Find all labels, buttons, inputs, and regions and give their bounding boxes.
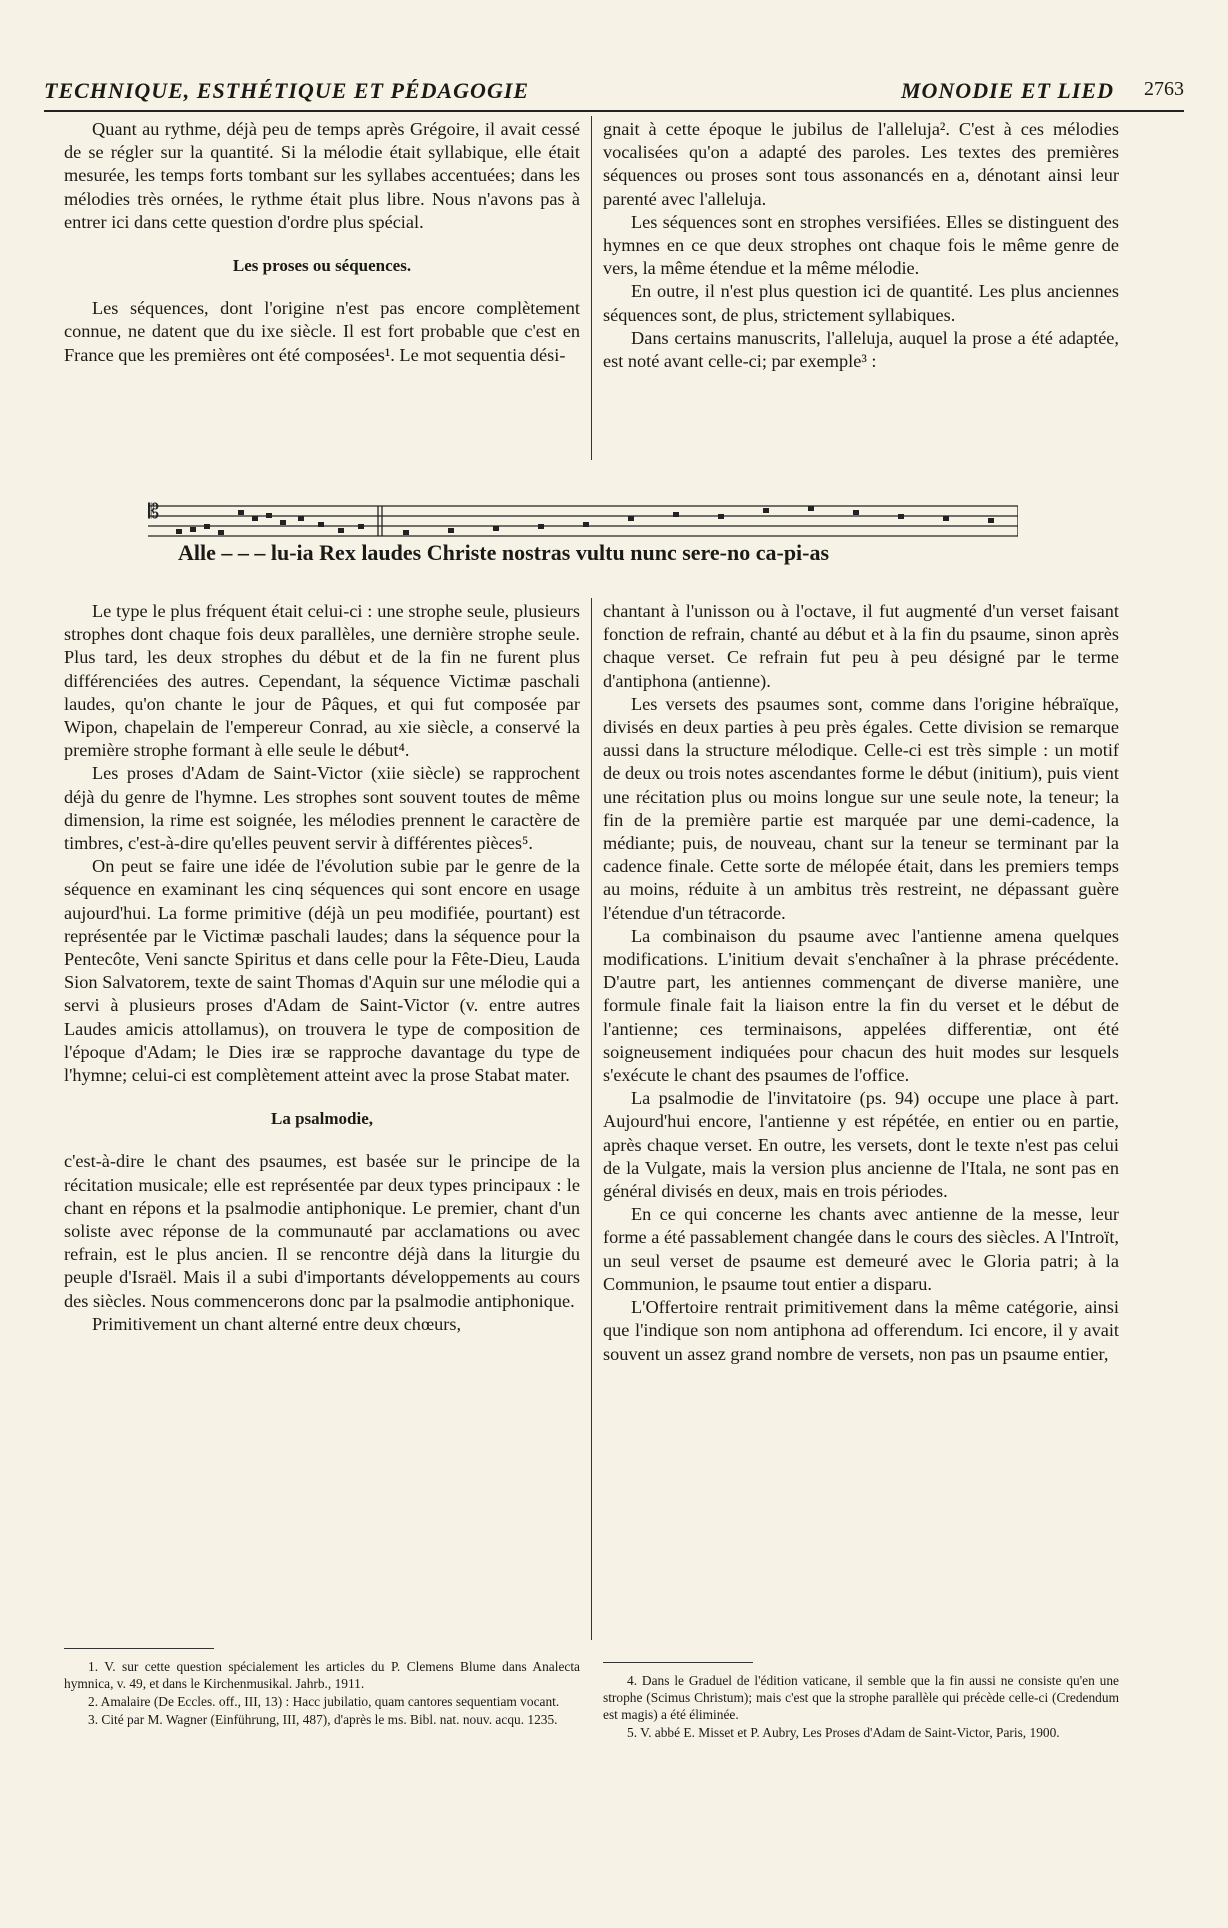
column-top-left <box>64 118 580 367</box>
footnote-rule <box>64 1648 214 1649</box>
footnote: 4. Dans le Graduel de l'édition vaticane, il semble que la fin aussi ne consiste qu'en une strophe (Scimus Christum); mais c'est que la strophe parallèle qui précède celle-ci (Credendum est magis) a été éliminée. <box>603 1673 1119 1722</box>
footnotes-right <box>603 1672 1119 1742</box>
footnote: 5. V. abbé E. Misset et P. Aubry, Les Proses d'Adam de Saint-Victor, Paris, 1900. <box>627 1725 1060 1740</box>
paragraph: En outre, il n'est plus question ici de quantité. Les plus anciennes séquences sont, de plus, strictement syllabiques. <box>603 281 1119 325</box>
paragraph: Les versets des psaumes sont, comme dans l'origine hébraïque, divisés en deux parties à peu près égales. Cette division se remarque aussi dans la structure mélodique. Celle-ci est très simple : un motif de deux ou trois notes ascendantes forme le début (initium), puis vient une récitation plus ou moins longue sur une seule note, la teneur; la fin de la première partie est marquée par une demi-cadence, la médiante; puis, de nouveau, chant sur la teneur se terminant par la cadence finale. Cette sorte de mélopée était, dans les premiers temps au moins, réduite à un ambitus très restreint, ne dépassant guère l'étendue d'un tétracorde. <box>603 693 1119 923</box>
header-left-title: TECHNIQUE, ESTHÉTIQUE ET PÉDAGOGIE <box>44 78 530 103</box>
column-bottom-left <box>64 600 580 1336</box>
column-top-right <box>603 118 1119 373</box>
page-number: 2763 <box>1144 78 1184 100</box>
section-heading-psalmodie: La psalmodie, <box>270 1109 374 1129</box>
paragraph: Quant au rythme, déjà peu de temps après Grégoire, il avait cessé de se régler sur la quantité. Si la mélodie était syllabique, elle était mesurée, les temps forts tombant sur les syllabes accentuées; dans les mélodies très ornées, le rythme était plus libre. Nous n'avons pas à entrer ici dans cette question d'ordre plus spécial. <box>64 119 580 232</box>
footnotes-left <box>64 1658 580 1729</box>
paragraph: Les séquences, dont l'origine n'est pas encore complètement connue, ne datent que du ixe siècle. Il est fort probable que c'est en France que les premières ont été composées¹. Le mot sequentia dési- <box>64 298 580 365</box>
paragraph: La combinaison du psaume avec l'antienne amena quelques modifications. L'initium devait s'enchaîner à la phrase précédente. D'autre part, les antiennes commençant de diverse manière, une formule finale fait la liaison entre la fin du verset et le début de l'antienne; ces terminaisons, appelées differentiæ, ont été soigneusement indiquées pour chacun des huit modes sur lesquels s'exécute le chant des psaumes de l'office. <box>603 925 1119 1086</box>
footnote-rule <box>603 1662 753 1663</box>
footnote: 3. Cité par M. Wagner (Einführung, III, 487), d'après le ms. Bibl. nat. nouv. acqu. 1235. <box>88 1712 558 1727</box>
column-divider-bottom <box>591 598 592 1640</box>
paragraph: Les proses d'Adam de Saint-Victor (xiie siècle) se rapprochent déjà du genre de l'hymne. Les strophes sont souvent toutes de même dimension, la rime est soignée, les mélodies prennent le caractère de timbres, c'est-à-dire qu'elles peuvent servir à différentes pièces⁵. <box>64 763 580 854</box>
paragraph: Le type le plus fréquent était celui-ci : une strophe seule, plusieurs strophes dont chaque fois deux parallèles, une dernière strophe seule. Plus tard, les deux strophes du début et de la fin ne furent plus différenciées des autres. Cependant, la séquence Victimæ paschali laudes, qu'on chante le jour de Pâques, et qui fut composée par Wipon, chapelain de l'empereur Conrad, au xie siècle, a conservé la première strophe formant à elle seule le début⁴. <box>64 601 580 761</box>
running-header <box>44 78 1184 110</box>
paragraph: On peut se faire une idée de l'évolution subie par le genre de la séquence en examinant les cinq séquences qui sont encore en usage aujourd'hui. La forme primitive (déjà un peu modifiée, pourtant) est représentée par le Victimæ paschali laudes; dans la séquence pour la Pentecôte, Veni sancte Spiritus et dans celle pour la Fête-Dieu, Lauda Sion Salvatorem, texte de saint Thomas d'Aquin sur une mélodie qui a servi à plusieurs proses d'Adam de Saint-Victor (v. entre autres Laudes amicis attollamus), on trouvera le type de composition de l'époque d'Adam; le Dies iræ se rapproche davantage du type de l'hymne; celui-ci est complètement atteint avec la prose Stabat mater. <box>64 856 580 1086</box>
footnote: 2. Amalaire (De Eccles. off., III, 13) : Hacc jubilatio, quam cantores sequentiam vocant. <box>88 1694 560 1709</box>
column-bottom-right <box>603 600 1119 1366</box>
paragraph: En ce qui concerne les chants avec antienne de la messe, leur forme a été passablement changée dans le cours des siècles. A l'Introït, un seul verset de psaume est demeuré avec le Gloria patri; à la Communion, le psaume tout entier a disparu. <box>603 1204 1119 1294</box>
paragraph: c'est-à-dire le chant des psaumes, est basée sur le principe de la récitation musicale; elle est représentée par deux types principaux : le chant en répons et la psalmodie antiphonique. Le premier, chant d'un soliste avec réponse de la communauté par acclamations ou avec refrain, est le plus ancien. Il se rencontre déjà dans la liturgie du peuple d'Israël. Mais il a subi d'importants développements au cours des siècles. Nous commencerons donc par la psalmodie antiphonique. <box>64 1151 580 1311</box>
footnote: 1. V. sur cette question spécialement les articles du P. Clemens Blume dans Analecta hymnica, v. 49, et dans le Kirchenmusikal. Jahrb., 1911. <box>64 1659 580 1691</box>
svg-text:𝄡: 𝄡 <box>148 499 160 523</box>
header-right-title: MONODIE ET LIED <box>900 78 1114 103</box>
paragraph: Dans certains manuscrits, l'alleluja, auquel la prose a été adaptée, est noté avant celle-ci; par exemple³ : <box>603 327 1119 372</box>
paragraph: gnait à cette époque le jubilus de l'alleluja². C'est à ces mélodies vocalisées qu'on a adapté des paroles. Les textes des premières séquences ou proses sont tous assonancés en a, dénotant ainsi leur parenté avec l'alleluja. <box>603 119 1119 209</box>
paragraph: La psalmodie de l'invitatoire (ps. 94) occupe une place à part. Aujourd'hui encore, l'antienne y est répétée, en entier ou en partie, après chaque verset. En outre, les versets, dont le texte n'est pas celui de la Vulgate, mais la version plus ancienne de l'Itala, ne sont pas en général divisés en deux, mais en trois périodes. <box>603 1088 1119 1202</box>
paragraph: Primitivement un chant alterné entre deux chœurs, <box>92 1313 462 1334</box>
section-heading-proses: Les proses ou séquences. <box>232 256 412 276</box>
paragraph: Les séquences sont en strophes versifiées. Elles se distinguent des hymnes en ce que deux strophes ont chaque fois le même genre de vers, la même étendue et la même mélodie. <box>603 211 1119 279</box>
paragraph: chantant à l'unisson ou à l'octave, il fut augmenté d'un verset faisant fonction de refrain, chanté au début et à la fin du psaume, sinon après chaque verset. Ce refrain fut peu à peu désigné par le terme d'antiphona (antienne). <box>603 601 1119 691</box>
paragraph: L'Offertoire rentrait primitivement dans la même catégorie, ainsi que l'indique son nom antiphona ad offerendum. Ici encore, il y avait souvent un assez grand nombre de versets, non pas un psaume entier, <box>603 1297 1119 1364</box>
music-lyrics: Alle – – – lu-ia Rex laudes Christe nostras vultu nunc sere-no ca-pi-as <box>178 540 830 565</box>
header-rule <box>44 110 1184 112</box>
column-divider-top <box>591 116 592 460</box>
